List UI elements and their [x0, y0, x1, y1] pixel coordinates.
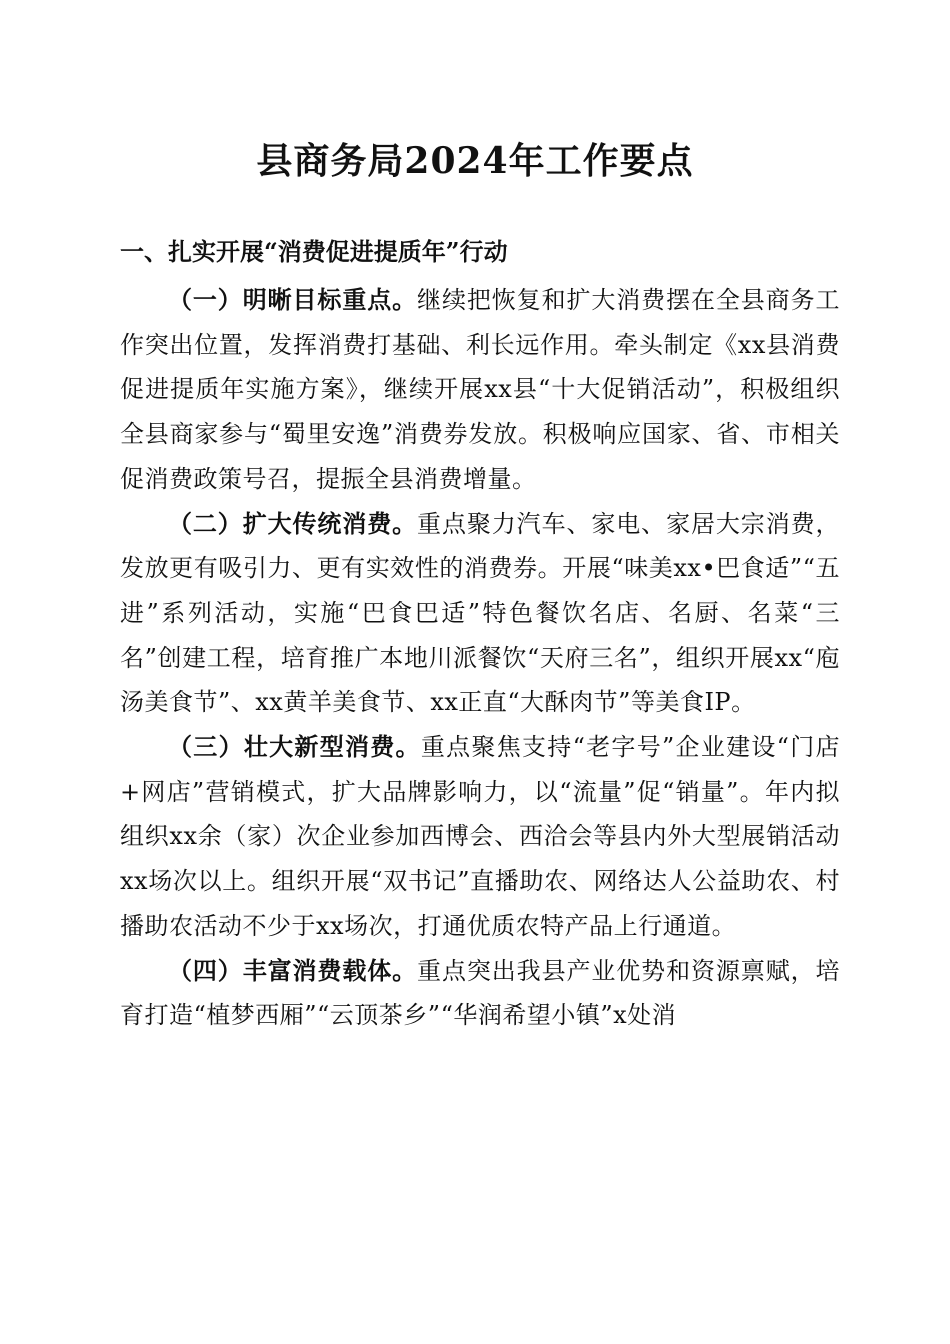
paragraph-3-text: 重点聚焦支持“老字号”企业建设“门店+网店”营销模式，扩大品牌影响力，以“流量”促“销量”。年内拟组织xx余（家）次企业参加西博会、西洽会等县内外大型展销活动xx场次以上。组织开展“双书记”直播助农、网络达人公益助农、村播助农活动不少于xx场次，打通优质农特产品上行通道。: [120, 733, 841, 940]
paragraph-4-text: 重点突出我县产业优势和资源禀赋，培育打造“植梦西厢”“云顶茶乡”“华润希望小镇”x处消: [120, 956, 841, 1030]
paragraph-2: [120, 502, 840, 726]
paragraph-3-lead: （三）壮大新型消费。: [168, 732, 421, 762]
document-title: 县商务局2024年工作要点: [256, 140, 694, 182]
paragraph-1: [120, 278, 840, 502]
paragraph-4: [120, 949, 840, 1038]
section-body: [120, 278, 840, 1038]
section-heading: 一、扎实开展“消费促进提质年”行动: [120, 237, 508, 266]
paragraph-2-text: 重点聚力汽车、家电、家居大宗消费，发放更有吸引力、更有实效性的消费券。开展“味美xx•巴食适”“五进”系列活动，实施“巴食巴适”特色餐饮名店、名厨、名菜“三名”创建工程，培育推广本地川派餐饮“天府三名”，组织开展xx“庖汤美食节”、xx黄羊美食节、xx正直“大酥肉节”等美食IP。: [120, 509, 841, 717]
paragraph-1-lead: （一）明晰目标重点。: [168, 285, 418, 314]
paragraph-4-lead: （四）丰富消费载体。: [168, 955, 418, 985]
paragraph-2-lead: （二）扩大传统消费。: [168, 508, 418, 538]
paragraph-3: [120, 725, 840, 949]
paragraph-1-text: 继续把恢复和扩大消费摆在全县商务工作突出位置，发挥消费打基础、利长远作用。牵头制定《xx县消费促进提质年实施方案》，继续开展xx县“十大促销活动”，积极组织全县商家参与“蜀里安逸”消费券发放。积极响应国家、省、市相关促消费政策号召，提振全县消费增量。: [120, 286, 841, 493]
